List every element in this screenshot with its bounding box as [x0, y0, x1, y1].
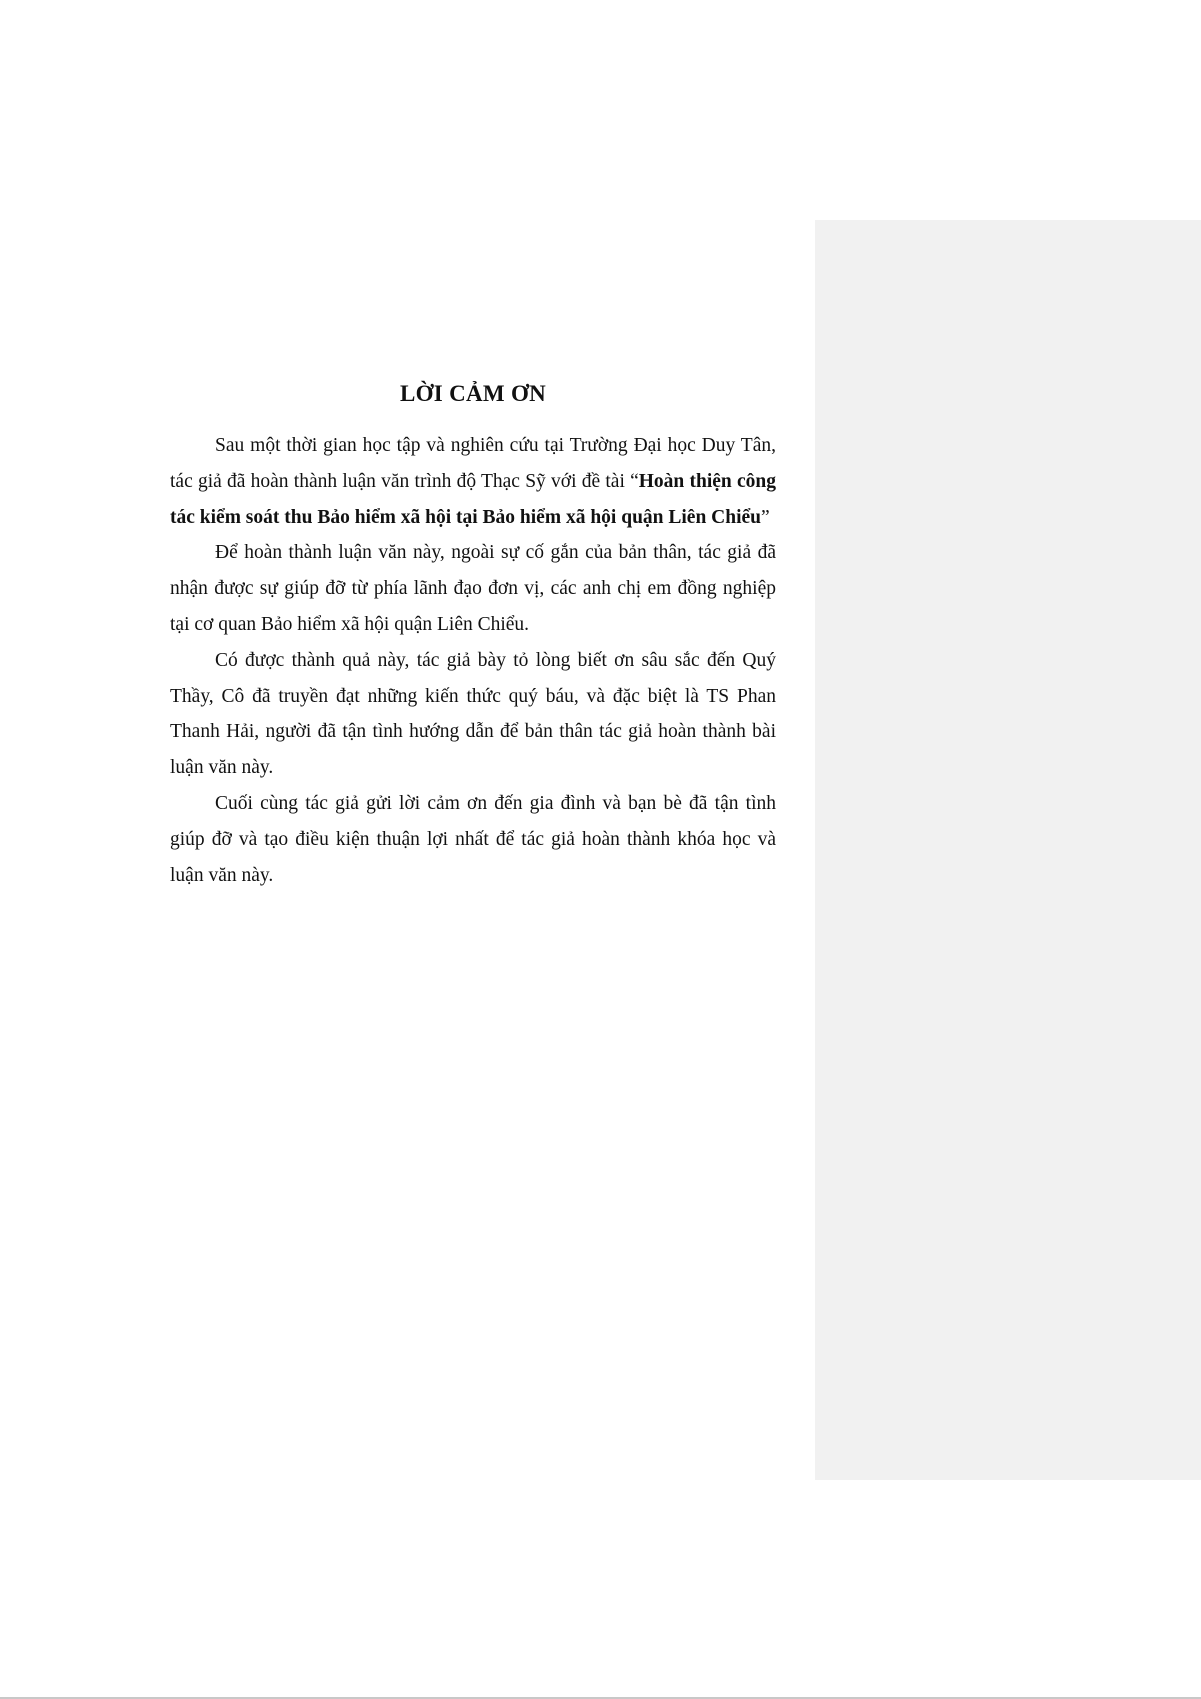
comment-pane	[815, 220, 1201, 1480]
closing-quote: ”	[761, 506, 770, 528]
page-title: LỜI CẢM ƠN	[399, 381, 547, 406]
paragraph-support: Để hoàn thành luận văn này, ngoài sự cố gắn của bản thân, tác giả đã nhận được sự giúp đỡ từ phía lãnh đạo đơn vị, các anh chị em đồng nghiệp tại cơ quan Bảo hiểm xã hội quận Liên Chiểu.	[170, 542, 776, 635]
paragraph-gratitude: Có được thành quả này, tác giả bày tỏ lòng biết ơn sâu sắc đến Quý Thầy, Cô đã truyền đạt những kiến thức quý báu, và đặc biệt là TS Phan Thanh Hải, người đã tận tình hướng dẫn để bản thân tác giả hoàn thành bài luận văn này.	[170, 649, 776, 779]
thesis-title: Hoàn thiện công tác kiểm soát thu Bảo hiểm xã hội tại Bảo hiểm xã hội quận Liên Chiểu	[170, 470, 777, 528]
document-page	[170, 360, 776, 893]
paragraph-family: Cuối cùng tác giả gửi lời cảm ơn đến gia đình và bạn bè đã tận tình giúp đỡ và tạo điều kiện thuận lợi nhất để tác giả hoàn thành khóa học và luận văn này.	[170, 792, 776, 886]
paragraph-intro-text: Sau một thời gian học tập và nghiên cứu tại Trường Đại học Duy Tân, tác giả đã hoàn thành luận văn trình độ Thạc Sỹ với đề tài “	[170, 435, 776, 492]
paragraph-intro	[170, 428, 776, 535]
